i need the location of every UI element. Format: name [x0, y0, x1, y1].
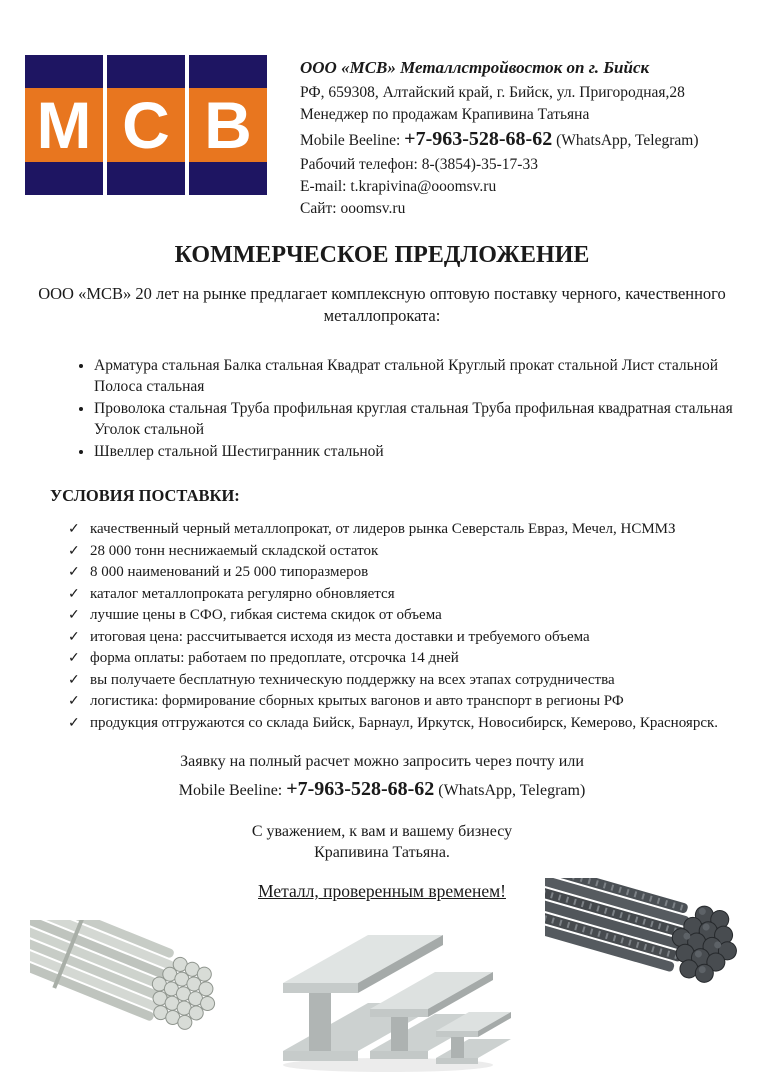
work-phone-line: Рабочий телефон: 8-(3854)-35-17-33 — [300, 156, 538, 173]
slogan: Металл, проверенным временем! — [258, 881, 506, 901]
condition-item — [68, 562, 764, 584]
msv-logo — [25, 55, 267, 195]
check-icon: ✓ — [68, 651, 80, 666]
condition-text: 8 000 наименований и 25 000 типоразмеров — [90, 564, 369, 580]
product-item — [94, 441, 736, 462]
check-icon: ✓ — [68, 522, 80, 537]
condition-item — [68, 713, 764, 735]
photo-steel-rebar — [545, 878, 764, 1025]
email-line: E-mail: t.krapivina@ooomsv.ru — [300, 178, 497, 195]
product-text: Швеллер стальной Шестигранник стальной — [94, 443, 384, 460]
regards-line-2: Крапивина Татьяна. — [314, 844, 450, 861]
condition-text: форма оплаты: работаем по предоплате, отсрочка 14 дней — [90, 650, 459, 666]
mobile-number: +7-963-528-68-62 — [404, 128, 553, 150]
condition-text: лучшие цены в СФО, гибкая система скидок от объема — [90, 607, 442, 623]
footer-mobile-number: +7-963-528-68-62 — [286, 778, 435, 800]
footer-mobile-suffix: (WhatsApp, Telegram) — [438, 782, 586, 799]
condition-item — [68, 648, 764, 670]
condition-text: каталог металлопроката регулярно обновляется — [90, 585, 395, 602]
company-name: ООО «МСВ» Металлстройвосток оп г. Бийск — [300, 58, 650, 77]
condition-text: качественный черный металлопрокат, от лидеров рынка Северсталь Евраз, Мечел, НСММЗ — [90, 521, 676, 537]
check-icon: ✓ — [68, 586, 80, 602]
conditions-heading: УСЛОВИЯ ПОСТАВКИ: — [50, 486, 240, 505]
condition-text: 28 000 тонн неснижаемый складской остаток — [90, 542, 379, 559]
page-title: КОММЕРЧЕСКОЕ ПРЕДЛОЖЕНИЕ — [174, 242, 590, 268]
logo-navy-bar — [25, 162, 103, 195]
logo-navy-bar — [189, 55, 267, 88]
mobile-suffix: (WhatsApp, Telegram) — [556, 132, 699, 149]
condition-text: итоговая цена: рассчитывается исходя из места доставки и требуемого объема — [90, 628, 590, 645]
check-icon: ✓ — [68, 543, 80, 559]
check-icon: ✓ — [68, 672, 80, 688]
check-icon: ✓ — [68, 694, 80, 709]
logo-navy-bar — [107, 162, 185, 195]
product-text: Проволока стальная Труба профильная круглая стальная Труба профильная квадратная стальная Уголок стальной — [94, 400, 733, 438]
condition-item — [68, 541, 764, 563]
logo-block-3 — [189, 55, 267, 195]
product-item — [94, 398, 736, 440]
logo-letter-s: С — [122, 88, 170, 162]
logo-orange-band — [107, 88, 185, 162]
product-item — [94, 355, 736, 397]
product-text: Арматура стальная Балка стальная Квадрат стальной Круглый прокат стальной Лист стальной Полоса стальная — [94, 357, 719, 395]
condition-item — [68, 605, 764, 627]
logo-letter-m: М — [36, 88, 92, 162]
manager-line: Менеджер по продажам Крапивина Татьяна — [300, 106, 590, 123]
logo-letter-v: В — [204, 88, 252, 162]
conditions-list — [68, 519, 764, 734]
logo-orange-band — [25, 88, 103, 162]
company-address: РФ, 659308, Алтайский край, г. Бийск, ул. Пригородная,28 — [300, 84, 685, 101]
logo-navy-bar — [107, 55, 185, 88]
condition-text: вы получаете бесплатную техническую поддержку на всех этапах сотрудничества — [90, 671, 615, 688]
intro-paragraph: ООО «МСВ» 20 лет на рынке предлагает комплексную оптовую поставку черного, качественного металлопроката: — [38, 284, 726, 325]
footer-mobile-line — [0, 776, 764, 804]
condition-text: продукция отгружаются со склада Бийск, Барнаул, Иркутск, Новосибирск, Кемерово, Красноярск. — [90, 714, 719, 731]
logo-navy-bar — [25, 55, 103, 88]
document-body — [0, 241, 764, 902]
check-icon: ✓ — [68, 629, 80, 645]
check-icon: ✓ — [68, 565, 80, 580]
check-icon: ✓ — [68, 715, 80, 731]
condition-item — [68, 627, 764, 649]
photo-steel-round-bars — [30, 920, 255, 1060]
check-icon: ✓ — [68, 608, 80, 623]
condition-item — [68, 519, 764, 541]
condition-item — [68, 670, 764, 692]
condition-text: логистика: формирование сборных крытых вагонов и авто транспорт в регионы РФ — [90, 693, 624, 709]
logo-navy-bar — [189, 162, 267, 195]
request-line: Заявку на полный расчет можно запросить через почту или — [180, 753, 584, 770]
regards-line-1: С уважением, к вам и вашему бизнесу — [251, 823, 513, 840]
site-line: Сайт: ooomsv.ru — [300, 200, 406, 217]
footer-mobile-label: Mobile Beeline: — [178, 782, 283, 799]
condition-item — [68, 584, 764, 606]
contact-block — [300, 57, 764, 220]
document-header — [25, 55, 764, 215]
mobile-label: Mobile Beeline: — [300, 132, 401, 149]
photo-steel-i-beams — [278, 893, 513, 1075]
logo-block-1 — [25, 55, 103, 195]
logo-block-2 — [107, 55, 185, 195]
mobile-phone-line — [300, 126, 764, 154]
condition-item — [68, 691, 764, 713]
products-list — [60, 355, 736, 462]
logo-orange-band — [189, 88, 267, 162]
